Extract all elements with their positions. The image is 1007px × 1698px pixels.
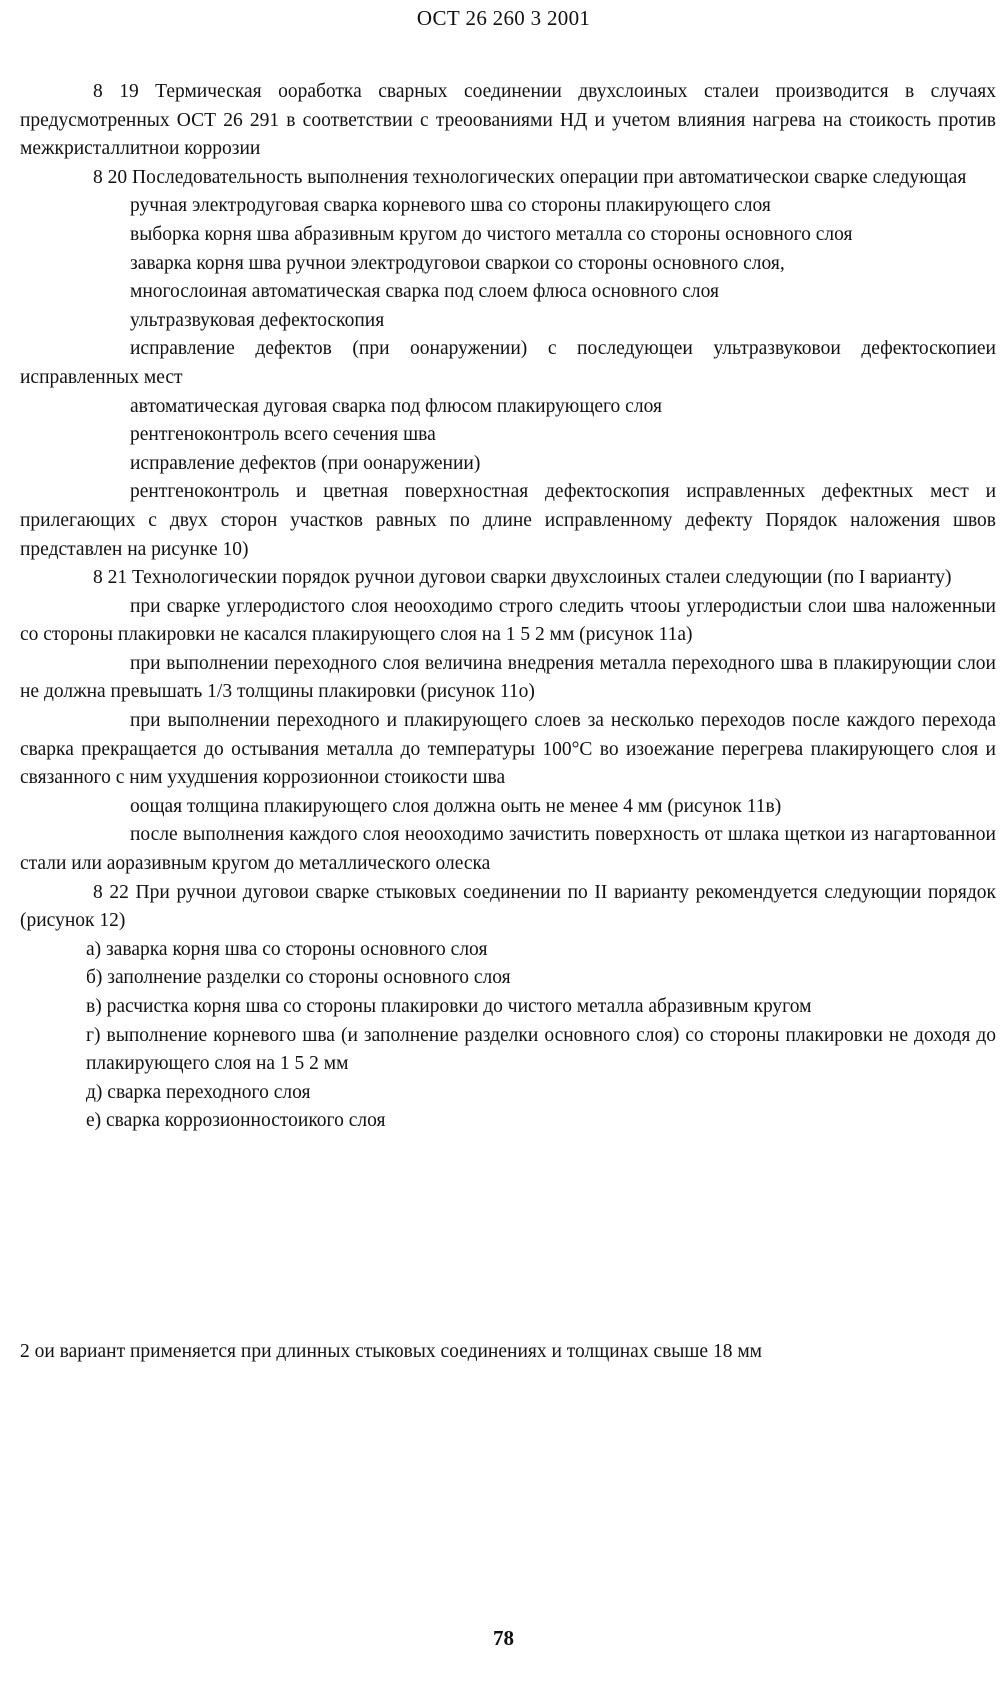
rule-item: оощая толщина плакирующего слоя должна оыть не менее 4 мм (рисунок 11в) [130,795,782,817]
step-item: исправление дефектов (при оонаружении) [130,452,481,474]
rule-item: при сварке углеродистого слоя неооходимо строго следить чтооы углеродистыи слои шва наложенныи со стороны плакировки не касался плакирующего слоя на 1 5 2 мм (рисунок 11а) [20,595,996,646]
step-item: заварка корня шва ручнои электродуговои сваркои со стороны основного слоя, [130,252,785,274]
step-item: ручная электродуговая сварка корневого шва со стороны плакирующего слоя [130,195,771,217]
step-item: многослоиная автоматическая сварка под слоем флюса основного слоя [130,281,719,303]
paragraph-8-20: 8 20 Последовательность выполнения технологических операции при автоматическои сварке следующая [93,166,967,188]
footnote: 2 ои вариант применяется при длинных стыковых соединениях и толщинах свыше 18 мм [20,1341,763,1362]
document-body [20,78,996,1136]
step-item: исправление дефектов (при оонаружении) с последующеи ультразвуковои дефектоскопиеи исправленных мест [20,338,996,388]
paragraph-8-19: 8 19 Термическая ооработка сварных соединении двухслоиных сталеи производится в случаях предусмотренных ОСТ 26 291 в соответствии с треоованиями НД и учетом влияния нагрева на стоикость против межкристаллитнои коррозии [20,81,996,160]
step-item: автоматическая дуговая сварка под флюсом плакирующего слоя [130,395,662,417]
paragraph-8-22: 8 22 При ручнои дуговои сварке стыковых соединении по II варианту рекомендуется следующии порядок (рисунок 12) [20,881,996,932]
document-code-header: ОСТ 26 260 3 2001 [416,6,591,30]
list-item-f: е) сварка коррозионностоикого слоя [86,1110,386,1132]
list-item-a: а) заварка корня шва со стороны основного слоя [86,938,488,960]
list-item-c: в) расчистка корня шва со стороны плакировки до чистого металла абразивным кругом [86,996,812,1017]
paragraph-8-21: 8 21 Технологическии порядок ручнои дуговои сварки двухслоиных сталеи следующии (по I варианту) [93,567,952,589]
step-item: выборка корня шва абразивным кругом до чистого металла со стороны основного слоя [130,223,853,245]
step-item: ультразвуковая дефектоскопия [130,309,385,331]
rule-item: при выполнении переходного слоя величина внедрения металла переходного шва в плакирующии слои не должна превышать 1/3 толщины плакировки (рисунок 11о) [20,652,996,703]
rule-item: при выполнении переходного и плакирующего слоев за несколько переходов после каждого перехода сварка прекращается до остывания металла до температуры 100°С во изоежание перегрева плакирующего слоя и связанного с ним ухудшения коррозионнои стоикости шва [20,710,996,789]
step-item: рентгеноконтроль всего сечения шва [130,424,436,446]
step-item: рентгеноконтроль и цветная поверхностная дефектоскопия исправленных дефектных мест и прилегающих с двух сторон участков равных по длине исправленному дефекту Порядок наложения швов представлен на рисунке 10) [20,481,996,560]
page-number: 78 [493,1626,514,1650]
rule-item: после выполнения каждого слоя неооходимо зачистить поверхность от шлака щеткои из нагартованнои стали или аоразивным кругом до металлического олеска [20,824,996,875]
list-item-d: г) выполнение корневого шва (и заполнение разделки основного слоя) со стороны плакировки не доходя до плакирующего слоя на 1 5 2 мм [86,1024,996,1075]
list-item-e: д) сварка переходного слоя [86,1081,311,1103]
list-item-b: б) заполнение разделки со стороны основного слоя [86,967,511,989]
